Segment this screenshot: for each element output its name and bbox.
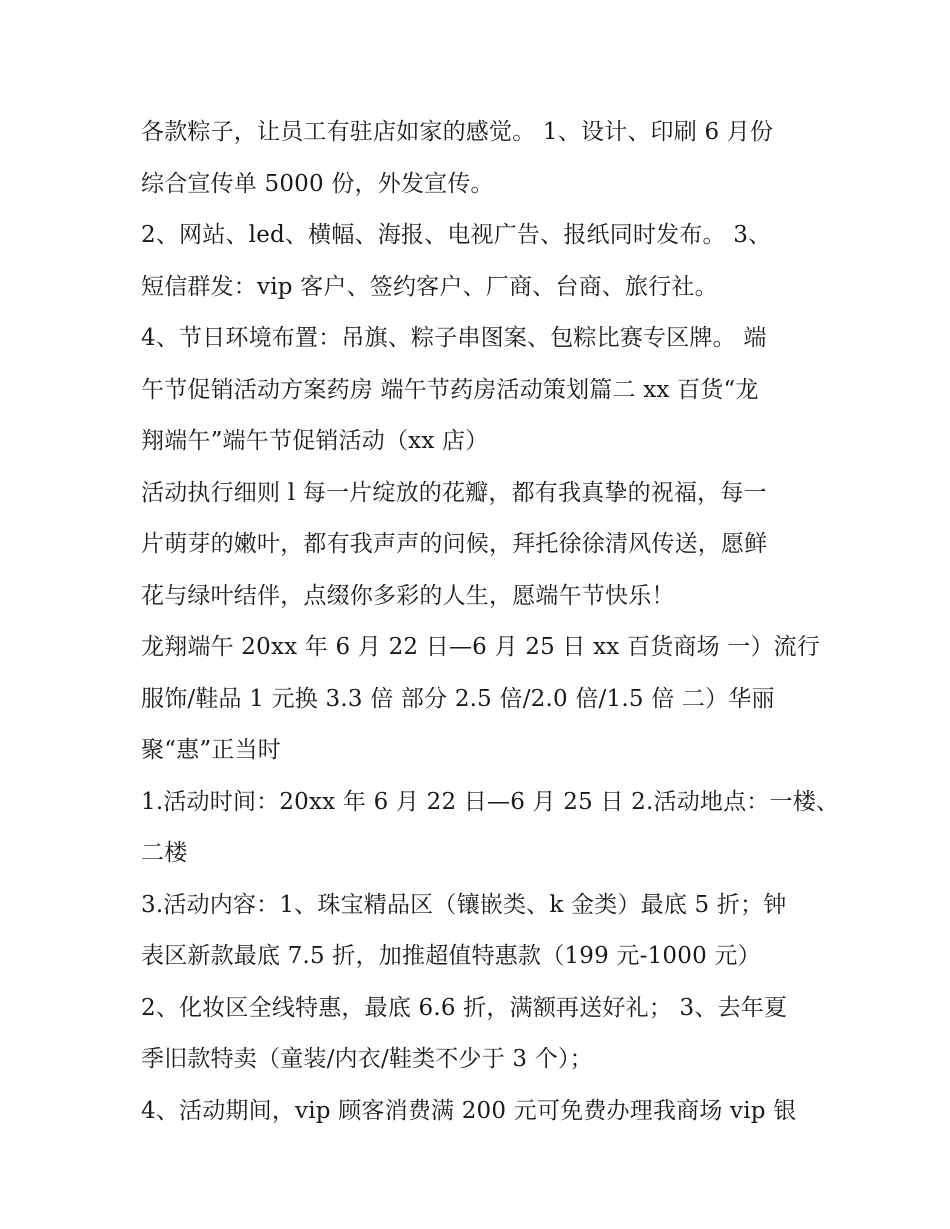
text-line: 4、活动期间，vip 顾客消费满 200 元可免费办理我商场 vip 银 — [141, 1097, 797, 1124]
document-body — [141, 107, 840, 1137]
text-line: 各款粽子，让员工有驻店如家的感觉。 1、设计、印刷 6 月份 — [141, 119, 774, 145]
text-line: 短信群发：vip 客户、签约客户、厂商、台商、旅行社。 — [141, 273, 718, 300]
text-line: 2、网站、led、横幅、海报、电视广告、报纸同时发布。 3、 — [141, 222, 772, 248]
text-line: 综合宣传单 5000 份，外发宣传。 — [141, 170, 494, 197]
text-line: 龙翔端午 20xx 年 6 月 22 日—6 月 25 日 xx 百货商场 一）流行 — [141, 634, 821, 660]
text-line: 服饰/鞋品 1 元换 3.3 倍 部分 2.5 倍/2.0 倍/1.5 倍 二）华丽 — [141, 685, 775, 712]
text-line: 2、化妆区全线特惠，最底 6.6 折，满额再送好礼； 3、去年夏 — [141, 994, 788, 1021]
text-line: 3.活动内容：1、珠宝精品区（镶嵌类、k 金类）最底 5 折；钟 — [141, 891, 787, 918]
text-line: 表区新款最底 7.5 折，加推超值特惠款（199 元-1000 元） — [141, 943, 761, 969]
text-line: 翔端午”端午节促销活动（xx 店） — [141, 428, 489, 454]
text-line: 花与绿叶结伴，点缀你多彩的人生，愿端午节快乐！ — [141, 582, 675, 609]
text-line: 二楼 — [141, 840, 188, 866]
text-line: 活动执行细则 l 每一片绽放的花瓣，都有我真挚的祝福，每一 — [141, 479, 767, 506]
text-line: 1.活动时间：20xx 年 6 月 22 日—6 月 25 日 2.活动地点：一楼、 — [141, 788, 840, 815]
text-line: 片萌芽的嫩叶，都有我声声的问候，拜托徐徐清风传送，愿鲜 — [141, 531, 768, 557]
text-line: 午节促销活动方案药房 端午节药房活动策划篇二 xx 百货“龙 — [141, 376, 759, 403]
text-line: 季旧款特卖（童装/内衣/鞋类不少于 3 个）； — [141, 1046, 593, 1072]
text-line: 4、节日环境布置：吊旗、粽子串图案、包粽比赛专区牌。 端 — [141, 325, 767, 351]
text-line: 聚“惠”正当时 — [141, 737, 281, 763]
